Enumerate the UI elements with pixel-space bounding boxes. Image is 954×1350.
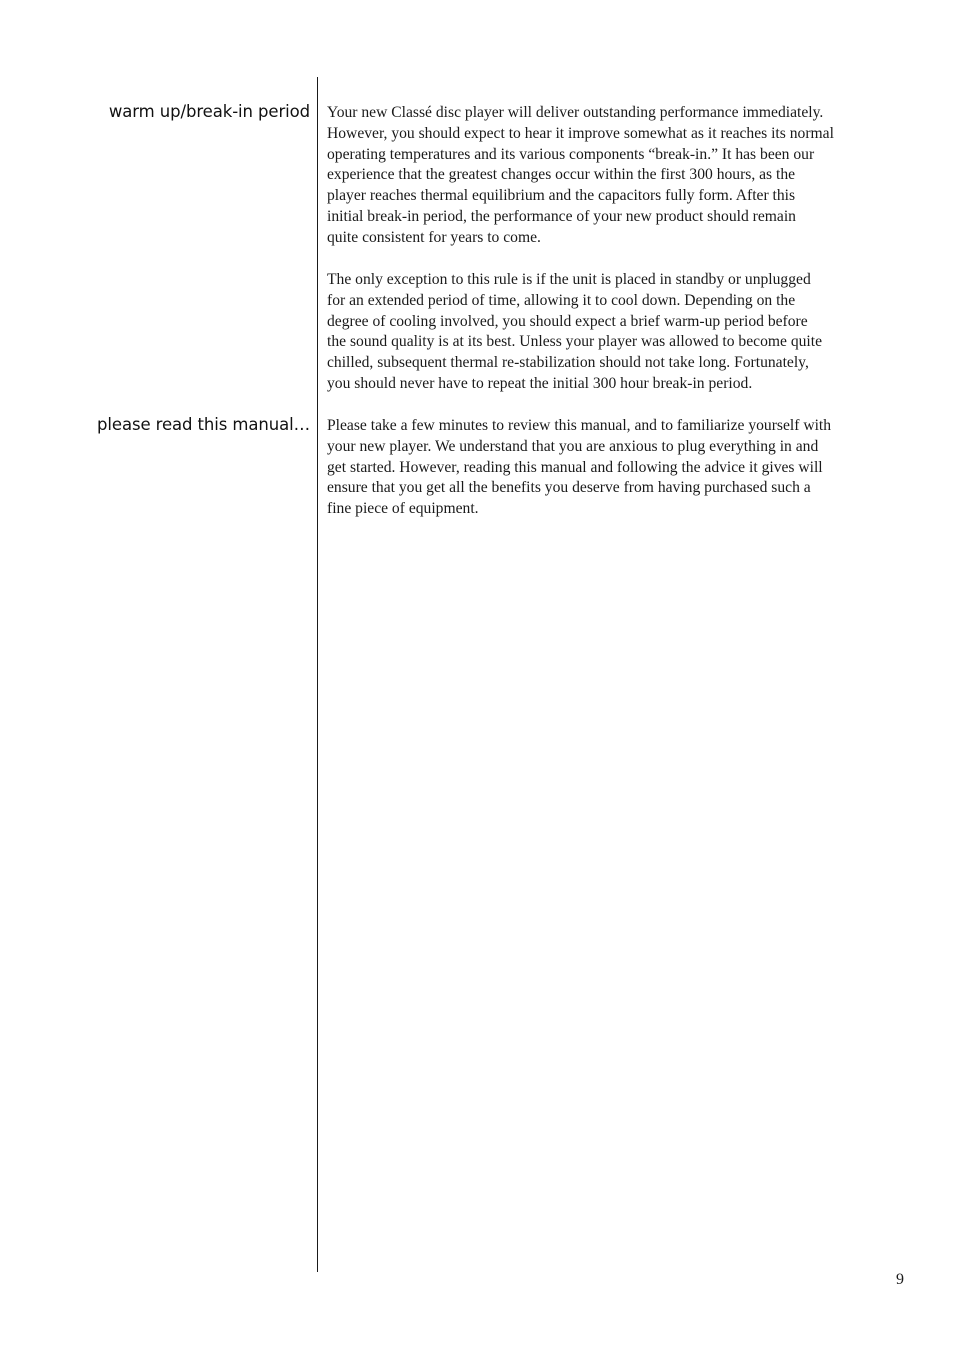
text-line: fine piece of equipment. <box>327 500 479 518</box>
text-line: operating temperatures and its various components “break-in.” It has been our <box>327 145 815 163</box>
text-line: Please take a few minutes to review this manual, and to familiarize yourself with <box>327 417 832 434</box>
text-line: player reaches thermal equilibrium and the capacitors fully form. After this <box>327 187 796 205</box>
text-line: the sound quality is at its best. Unless your player was allowed to become quite <box>327 333 823 351</box>
text-line: However, you should expect to hear it improve somewhat as it reaches its normal <box>327 124 834 142</box>
text-line: initial break-in period, the performance of your new product should remain <box>327 207 796 225</box>
section-heading-warm-up: warm up/break-in period <box>108 102 310 121</box>
read-manual-paragraph <box>327 416 887 520</box>
text-line: The only exception to this rule is if the unit is placed in standby or unplugged <box>327 271 811 288</box>
text-line: your new player. We understand that you are anxious to plug everything in and <box>327 437 819 455</box>
warm-up-paragraph-1 <box>327 103 887 249</box>
column-divider-rule <box>317 77 318 1272</box>
page-number: 9 <box>896 1271 904 1288</box>
text-line: quite consistent for years to come. <box>327 228 541 246</box>
text-line: for an extended period of time, allowing it to cool down. Depending on the <box>327 291 796 309</box>
section-heading-read-manual: please read this manual… <box>97 415 310 434</box>
text-line: Your new Classé disc player will deliver outstanding performance immediately. <box>327 104 824 121</box>
text-line: experience that the greatest changes occur within the first 300 hours, as the <box>327 166 796 184</box>
warm-up-paragraph-2 <box>327 270 887 395</box>
text-line: chilled, subsequent thermal re-stabilization should not take long. Fortunately, <box>327 354 809 372</box>
text-line: ensure that you get all the benefits you deserve from having purchased such a <box>327 479 811 497</box>
text-line: degree of cooling involved, you should expect a brief warm-up period before <box>327 312 808 330</box>
text-line: get started. However, reading this manual and following the advice it gives will <box>327 458 823 476</box>
text-line: you should never have to repeat the initial 300 hour break-in period. <box>327 374 753 392</box>
